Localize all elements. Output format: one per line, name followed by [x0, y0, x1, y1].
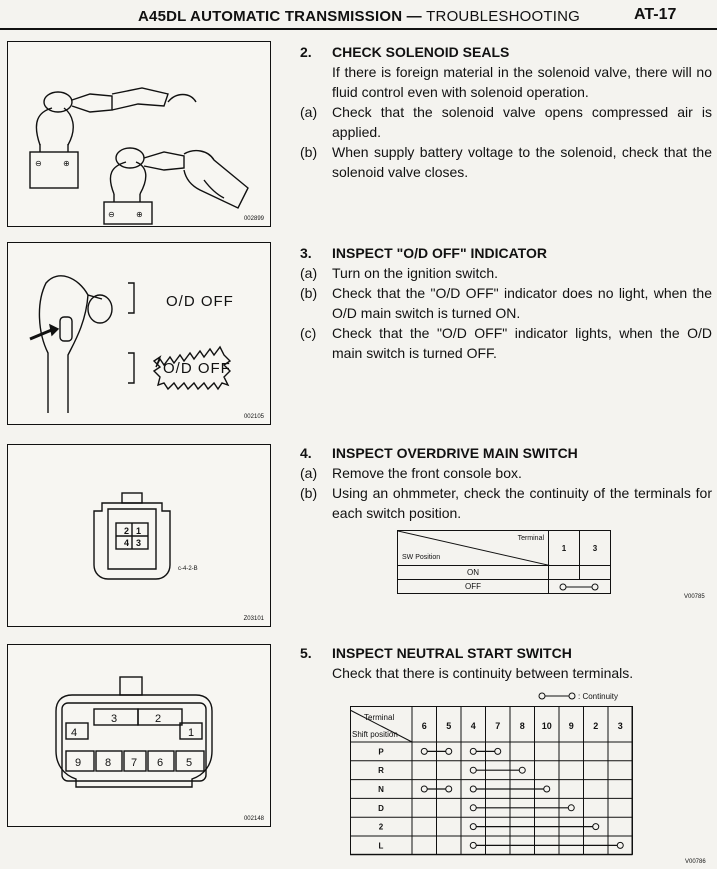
- figure-code: 002899: [243, 216, 264, 222]
- od-switch-connector: [8, 445, 272, 628]
- section-intro: If there is foreign material in the solenoid valve, there will no fluid control even with solenoid operation.: [332, 64, 712, 100]
- od-off-unlit-label: O/D OFF: [166, 293, 234, 310]
- col-header: 10: [541, 721, 552, 731]
- section-inspect-overdrive-main-switch: [300, 443, 712, 523]
- continuity-terminal: [421, 786, 427, 792]
- continuity-terminal: [470, 748, 476, 754]
- solenoid-figure: [7, 41, 271, 227]
- section-number: 2.: [300, 44, 312, 60]
- section-number: 3.: [300, 245, 312, 261]
- pin-label: 3: [136, 538, 142, 548]
- header-sw-position: SW Position: [402, 554, 441, 561]
- section-number: 4.: [300, 445, 312, 461]
- connector-code: c-4-2-B: [178, 566, 198, 572]
- svg-text:⊖: ⊖: [35, 159, 42, 168]
- continuity-terminal: [544, 786, 550, 792]
- section-number: 5.: [300, 645, 312, 661]
- neutral-start-connector-figure: [7, 644, 271, 827]
- step: (b) When supply battery voltage to the solenoid, check that the solenoid valve closes.: [300, 144, 712, 180]
- header-terminal: Terminal: [517, 535, 545, 542]
- table-code: V00785: [684, 594, 705, 600]
- col-header: 8: [519, 721, 525, 731]
- continuity-terminal: [446, 786, 452, 792]
- pin-label: 8: [105, 757, 112, 769]
- col-header: 1: [549, 531, 580, 566]
- continuity-terminal: [617, 842, 623, 848]
- step: (a) Turn on the ignition switch.: [300, 265, 499, 281]
- header-terminal: Terminal: [364, 713, 395, 722]
- row-label: P: [378, 747, 384, 757]
- continuity-terminal: [421, 748, 427, 754]
- continuity-legend: : Continuity: [538, 691, 618, 701]
- col-header: 2: [593, 721, 599, 731]
- row-label: R: [378, 766, 384, 776]
- figure-code: Z03101: [243, 616, 264, 622]
- pin-label: 4: [71, 727, 78, 739]
- pin-label: 5: [186, 757, 193, 769]
- section-intro: Check that there is continuity between terminals.: [332, 665, 634, 681]
- section-inspect-od-off-indicator: [300, 243, 712, 363]
- figure-code: 002148: [243, 816, 264, 822]
- continuity-terminal: [495, 748, 501, 754]
- col-header: 7: [495, 721, 501, 731]
- od-off-lit-label: O/D OFF: [163, 360, 231, 377]
- row-label: D: [378, 803, 384, 813]
- section-check-solenoid-seals: [300, 42, 712, 182]
- continuity-terminal: [470, 824, 476, 830]
- header-title: A45DL AUTOMATIC TRANSMISSION — TROUBLESHOOTING: [138, 8, 581, 25]
- continuity-terminal: [446, 748, 452, 754]
- section-title: INSPECT "O/D OFF" INDICATOR: [332, 245, 547, 261]
- section-title: CHECK SOLENOID SEALS: [332, 44, 510, 60]
- pin-label: 2: [124, 526, 130, 536]
- od-switch-continuity-table: [397, 530, 611, 594]
- pin-label: 1: [188, 727, 195, 739]
- row-label: OFF: [398, 580, 549, 594]
- continuity-terminal: [470, 805, 476, 811]
- row-label: N: [378, 785, 384, 794]
- legend-label: Continuity: [582, 691, 619, 701]
- pin-label: 7: [131, 757, 138, 769]
- col-header: 3: [580, 531, 611, 566]
- continuity-terminal: [519, 767, 525, 773]
- step: (a) Check that the solenoid valve opens compressed air is applied.: [300, 104, 712, 140]
- continuity-terminal: [470, 842, 476, 848]
- col-header: 3: [617, 721, 623, 731]
- col-header: 5: [446, 721, 452, 731]
- header-rule: [0, 28, 717, 30]
- step: (a) Remove the front console box.: [300, 465, 522, 481]
- row-label: ON: [398, 566, 549, 580]
- row-label: 2: [378, 822, 384, 832]
- header-shift-position: Shift position: [352, 730, 398, 739]
- svg-text:⊖: ⊖: [108, 210, 115, 219]
- section-title: INSPECT OVERDRIVE MAIN SWITCH: [332, 445, 578, 461]
- continuity-terminal: [593, 824, 599, 830]
- pin-label: 6: [157, 757, 164, 769]
- svg-text:⊕: ⊕: [136, 210, 143, 219]
- step: (c) Check that the "O/D OFF" indicator lights, when the O/D main switch is turned OFF.: [300, 325, 712, 361]
- neutral-start-connector: [8, 645, 272, 828]
- col-header: 6: [421, 721, 427, 731]
- page-number: AT-17: [634, 6, 677, 23]
- continuity-terminal: [568, 805, 574, 811]
- od-switch-connector-figure: [7, 444, 271, 627]
- row-label: L: [378, 841, 384, 851]
- pin-label: 4: [124, 538, 130, 548]
- section-inspect-neutral-start-switch: [300, 643, 712, 683]
- step: (b) Using an ohmmeter, check the continuity of the terminals for each switch position.: [300, 485, 712, 521]
- col-header: 4: [470, 721, 476, 731]
- od-indicator-figure: [7, 242, 271, 425]
- section-title: INSPECT NEUTRAL START SWITCH: [332, 645, 572, 661]
- col-header: 9: [568, 721, 574, 731]
- continuity-terminal: [470, 767, 476, 773]
- shift-lever-illustration: [8, 243, 272, 426]
- continuity-mark: [549, 580, 611, 594]
- neutral-start-continuity-table: [350, 706, 636, 861]
- figure-code: 002105: [243, 414, 264, 420]
- pin-label: 2: [155, 713, 162, 725]
- step: (b) Check that the "O/D OFF" indicator does no light, when the O/D main switch is turned ON.: [300, 285, 712, 321]
- pin-label: 3: [111, 713, 118, 725]
- continuity-terminal: [470, 786, 476, 792]
- svg-text:⊕: ⊕: [63, 159, 70, 168]
- table-code: V00786: [685, 859, 706, 865]
- table-border: [351, 707, 633, 855]
- pin-label: 1: [136, 526, 142, 536]
- pin-label: 9: [75, 757, 82, 769]
- solenoid-illustration: [8, 42, 272, 228]
